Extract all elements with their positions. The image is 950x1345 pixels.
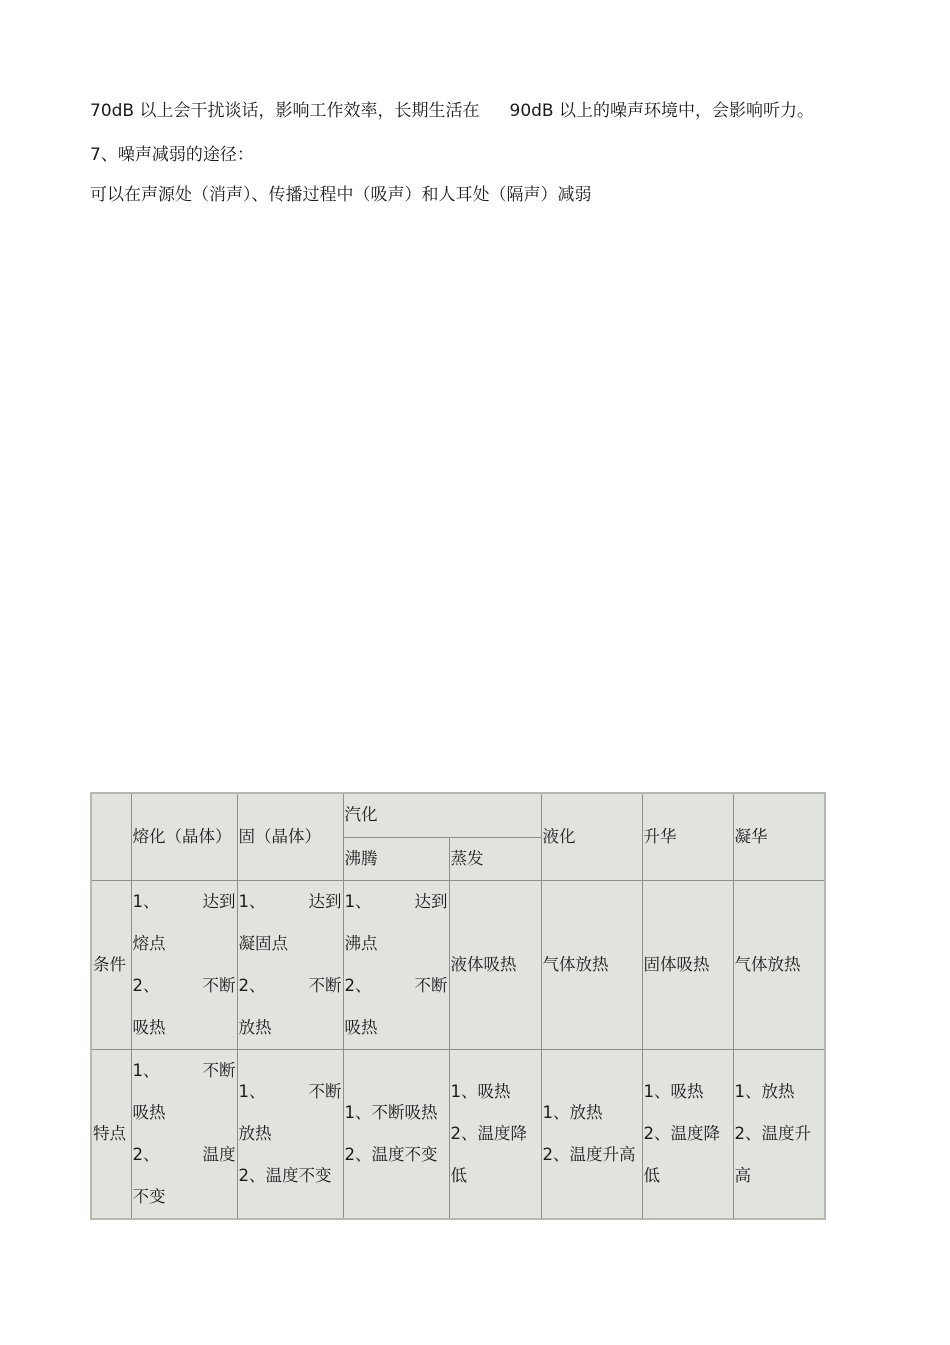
header-desublimation: 凝华 — [733, 793, 825, 880]
feature-sublimation-l3: 低 — [643, 1165, 660, 1185]
header-evaporation: 蒸发 — [449, 837, 541, 880]
feature-melting-l2: 吸热 — [132, 1102, 166, 1122]
condition-solidifying-l4: 放热 — [238, 1017, 272, 1037]
condition-boiling-l3a: 2、 — [344, 975, 372, 995]
noise-reduction-text: 可以在声源处（消声）、传播过程中（吸声）和人耳处（隔声）减弱 — [90, 185, 592, 205]
header-liquefaction: 液化 — [541, 793, 642, 880]
feature-row-label: 特点 — [91, 1049, 131, 1219]
feature-boiling-l1: 1、不断吸热 — [344, 1102, 438, 1122]
condition-melting-l1b: 达到 — [202, 891, 236, 911]
feature-melting-l4: 不变 — [132, 1186, 166, 1206]
feature-sublimation-l1: 1、吸热 — [643, 1081, 704, 1101]
condition-row — [91, 880, 825, 1049]
feature-row — [91, 1049, 825, 1219]
feature-melting-l3b: 温度 — [202, 1144, 236, 1164]
feature-desublimation-l2: 2、温度升 — [734, 1123, 811, 1143]
feature-solidifying-l1a: 1、 — [238, 1081, 266, 1101]
condition-boiling-l1 — [345, 881, 448, 923]
feature-solidifying-l3: 2、温度不变 — [238, 1165, 332, 1185]
feature-boiling — [343, 1049, 449, 1219]
condition-boiling-l4: 吸热 — [344, 1017, 378, 1037]
condition-row-label: 条件 — [91, 880, 131, 1049]
condition-liquefaction: 气体放热 — [541, 880, 642, 1049]
feature-boiling-l2: 2、温度不变 — [344, 1144, 438, 1164]
header-vaporization: 汽化 — [343, 793, 541, 837]
condition-solidifying-l2: 凝固点 — [238, 933, 288, 953]
header-sublimation: 升华 — [642, 793, 733, 880]
header-solidifying: 固（晶体） — [237, 793, 343, 880]
condition-melting-l4: 吸热 — [132, 1017, 166, 1037]
condition-desublimation: 气体放热 — [733, 880, 825, 1049]
condition-boiling-l3 — [345, 965, 448, 1007]
feature-liquefaction — [541, 1049, 642, 1219]
feature-solidifying — [237, 1049, 343, 1219]
condition-boiling-l2: 沸点 — [344, 933, 378, 953]
header-boiling: 沸腾 — [343, 837, 449, 880]
condition-melting-l3b: 不断 — [202, 975, 236, 995]
feature-melting-l1a: 1、 — [132, 1060, 160, 1080]
header-melting: 熔化（晶体） — [131, 793, 237, 880]
feature-desublimation-l3: 高 — [734, 1165, 751, 1185]
condition-boiling-l1b: 达到 — [414, 891, 448, 911]
condition-melting-l3 — [133, 965, 236, 1007]
feature-solidifying-l2: 放热 — [238, 1123, 272, 1143]
feature-evaporation-l2: 2、温度降 — [450, 1123, 527, 1143]
feature-desublimation-l1: 1、放热 — [734, 1081, 795, 1101]
condition-boiling-l1a: 1、 — [344, 891, 372, 911]
feature-melting-l1 — [133, 1050, 236, 1092]
feature-sublimation-l2: 2、温度降 — [643, 1123, 720, 1143]
condition-solidifying-l3b: 不断 — [308, 975, 342, 995]
feature-sublimation — [642, 1049, 733, 1219]
feature-evaporation-l1: 1、吸热 — [450, 1081, 511, 1101]
noise-effect-line — [90, 103, 814, 120]
feature-melting-l1b: 不断 — [202, 1060, 236, 1080]
noise-effect-text-2: 90dB 以上的噪声环境中，会影响听力。 — [509, 101, 814, 121]
feature-melting-l3 — [133, 1134, 236, 1176]
condition-solidifying-l1a: 1、 — [238, 891, 266, 911]
feature-evaporation-l3: 低 — [450, 1165, 467, 1185]
feature-melting — [131, 1049, 237, 1219]
condition-melting-l3a: 2、 — [132, 975, 160, 995]
condition-solidifying-l3 — [239, 965, 342, 1007]
condition-solidifying-l1 — [239, 881, 342, 923]
noise-effect-text-1: 70dB 以上会干扰谈话，影响工作效率，长期生活在 — [90, 101, 480, 121]
condition-melting-l1a: 1、 — [132, 891, 160, 911]
corner-cell — [91, 793, 131, 880]
condition-melting-l2: 熔点 — [132, 933, 166, 953]
condition-evaporation: 液体吸热 — [449, 880, 541, 1049]
feature-desublimation — [733, 1049, 825, 1219]
condition-solidifying-l1b: 达到 — [308, 891, 342, 911]
condition-solidifying — [237, 880, 343, 1049]
feature-solidifying-l1 — [239, 1071, 342, 1113]
phase-change-table — [90, 792, 826, 1220]
feature-evaporation — [449, 1049, 541, 1219]
condition-melting-l1 — [133, 881, 236, 923]
condition-boiling — [343, 880, 449, 1049]
feature-melting-l3a: 2、 — [132, 1144, 160, 1164]
condition-melting — [131, 880, 237, 1049]
section-heading: 7、噪声减弱的途径： — [90, 145, 254, 165]
condition-solidifying-l3a: 2、 — [238, 975, 266, 995]
condition-boiling-l3b: 不断 — [414, 975, 448, 995]
header-row-1 — [91, 793, 825, 837]
feature-liquefaction-l2: 2、温度升高 — [542, 1144, 636, 1164]
feature-solidifying-l1b: 不断 — [308, 1081, 342, 1101]
feature-liquefaction-l1: 1、放热 — [542, 1102, 603, 1122]
condition-sublimation: 固体吸热 — [642, 880, 733, 1049]
